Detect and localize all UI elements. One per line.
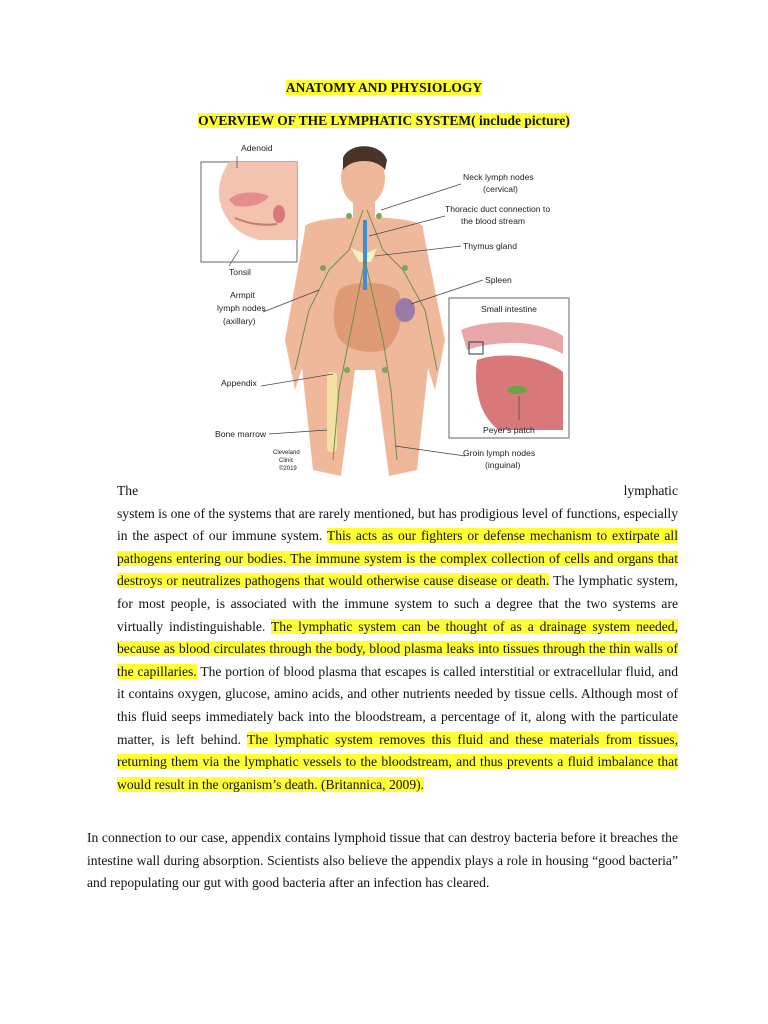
label-spleen: Spleen [485, 275, 512, 285]
label-tonsil: Tonsil [229, 267, 251, 277]
credit-line-1: Cleveland [273, 450, 300, 456]
label-neck-nodes: Neck lymph nodes [463, 172, 534, 182]
label-bone-marrow: Bone marrow [215, 429, 267, 439]
label-armpit: Armpit [230, 290, 255, 300]
label-thoracic-duct: Thoracic duct connection to [445, 204, 551, 214]
label-thymus: Thymus gland [463, 241, 517, 251]
label-groin-nodes-2: (inguinal) [485, 460, 521, 470]
label-adenoid: Adenoid [241, 143, 273, 153]
intestine-inset [449, 298, 569, 438]
paragraph-lymphatic-overview: The lymphatic system is one of the systems that are rarely mentioned, but has prodigious level of functions, especially in the aspect of our immune system. This acts as our fighters or defense mechanism to extirpate all pathogens entering our bodies. The immune system is the complex collection of cells and organs that destroys or neutralizes pathogens that would otherwise cause disease or death. The lymphatic system, for most people, is associated with the immune system to such a degree that the two systems are virtually indistinguishable. The lymphatic system can be thought of as a drainage system needed, because as blood circulates through the body, blood plasma leaks into tissues through the thin walls of the capillaries. The portion of blood plasma that escapes is called interstitial or extracellular fluid, and it contains oxygen, glucose, amino acids, and other nutrients needed by tissue cells. Although most of this fluid seeps immediately back into the bloodstream, a percentage of it, along with the particulate matter, is left behind. The lymphatic system removes this fluid and these materials from tissues, returning them via the lymphatic vessels to the bloodstream, and thus prevents a fluid imbalance that would result in the organism’s death. (Britannica, 2009). [117, 480, 678, 796]
lymphatic-system-illustration [199, 140, 571, 476]
label-appendix: Appendix [221, 378, 257, 388]
label-peyers-patch: Peyer's patch [483, 425, 535, 435]
paragraph-appendix: In connection to our case, appendix contains lymphoid tissue that can destroy bacteria before it breaches the intestine wall during absorption. Scientists also believe the appendix plays a role in housing “good bacteria” and repopulating our gut with good bacteria after an infection has cleared. [87, 830, 678, 891]
credit-line-2: Clinic [279, 458, 294, 464]
document-title: ANATOMY AND PHYSIOLOGY [285, 80, 483, 95]
label-armpit-2: lymph nodes [217, 303, 266, 313]
label-thoracic-duct-2: the blood stream [461, 216, 526, 226]
head-inset [201, 162, 297, 262]
label-groin-nodes: Groin lymph nodes [463, 448, 536, 458]
paragraph-first-line: The lymphatic [117, 483, 678, 498]
credit-line-3: ©2019 [279, 466, 297, 472]
section-heading: OVERVIEW OF THE LYMPHATIC SYSTEM( include picture) [198, 113, 570, 128]
human-body [285, 146, 445, 476]
label-small-intestine: Small intestine [481, 304, 537, 314]
label-neck-nodes-2: (cervical) [483, 184, 518, 194]
label-armpit-3: (axillary) [223, 316, 256, 326]
